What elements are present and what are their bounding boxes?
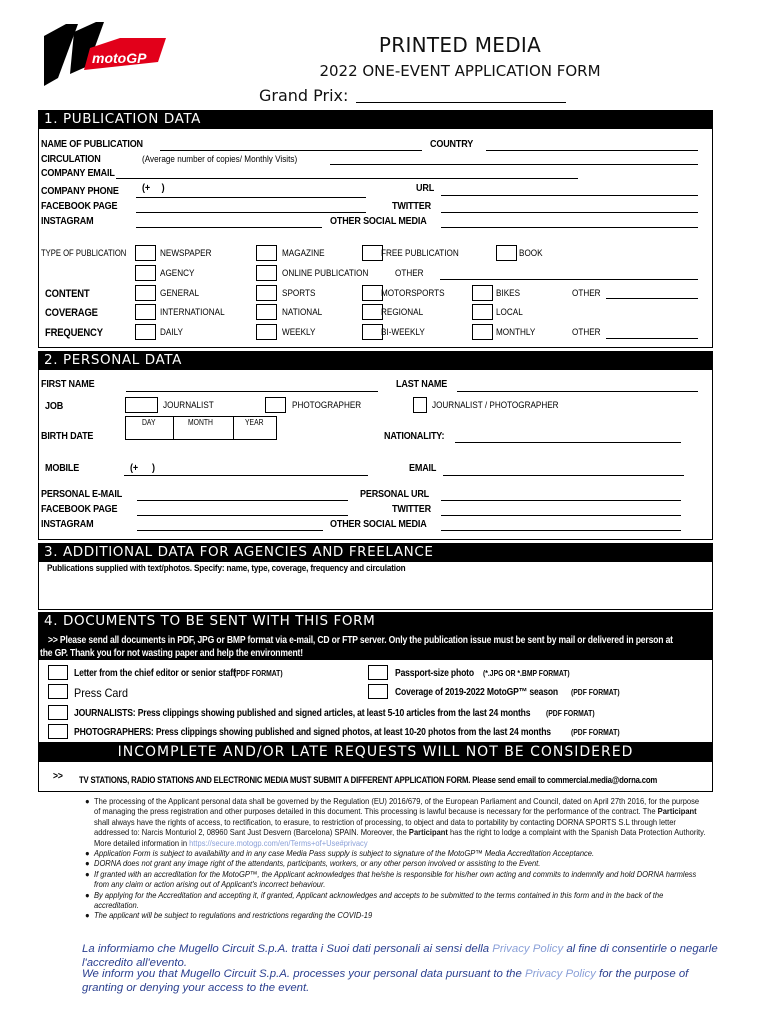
regional-checkbox[interactable] — [362, 304, 383, 320]
mobile-label: MOBILE — [45, 462, 80, 474]
journalist-checkbox[interactable] — [125, 397, 158, 413]
biweekly-label: BI-WEEKLY — [381, 327, 425, 338]
bullet: ● — [85, 848, 90, 859]
content-other-input[interactable] — [606, 298, 698, 299]
birth-year-box[interactable] — [233, 416, 277, 440]
press-card-label: Press Card — [74, 686, 129, 700]
page-subtitle: 2022 ONE-EVENT APPLICATION FORM — [319, 62, 601, 80]
italian-text-a: La informiamo che Mugello Circuit S.p.A. tratta i Suoi dati personali ai sensi della — [82, 943, 493, 955]
name-of-publication-label: NAME OF PUBLICATION — [41, 138, 143, 150]
grand-prix-label: Grand Prix: — [259, 86, 349, 105]
section-3-header: 3. ADDITIONAL DATA FOR AGENCIES AND FREELANCE — [38, 543, 713, 562]
local-label: LOCAL — [496, 307, 523, 318]
twitter-label: TWITTER — [392, 200, 431, 212]
bullet: ● — [85, 796, 90, 806]
privacy-text-2: Application Form is subject to availability and in any case Media Pass supply is subject to signature of the MotoGP™ Media Accreditation Acceptance. — [94, 848, 595, 859]
magazine-checkbox[interactable] — [256, 245, 277, 261]
mobile-prefix: (+ ) — [130, 462, 155, 474]
newspaper-label: NEWSPAPER — [160, 248, 212, 259]
twitter-input[interactable] — [441, 212, 698, 213]
type-of-publication-label: TYPE OF PUBLICATION — [41, 248, 127, 258]
english-privacy-link[interactable]: Privacy Policy — [524, 968, 596, 980]
daily-label: DAILY — [160, 327, 183, 338]
last-name-input[interactable] — [457, 391, 698, 392]
free-publication-checkbox[interactable] — [362, 245, 383, 261]
birth-month-box[interactable] — [173, 416, 234, 440]
sports-checkbox[interactable] — [256, 285, 277, 301]
type-other-input[interactable] — [440, 279, 698, 280]
book-label: BOOK — [519, 248, 543, 259]
privacy-text-1a: The processing of the Applicant personal data shall be governed by the Regulation (EU) 2016/679, of the European Parliament and Council, dated on April 27th 2016, for the purpose of managing the press registration and other purposes detailed in this document. This processing is lawful because is necessary for the performance of the contract. The — [94, 796, 700, 817]
content-label: CONTENT — [45, 288, 90, 300]
page-title: PRINTED MEDIA — [378, 33, 542, 57]
bullet: ● — [85, 858, 90, 869]
motorsports-label: MOTORSPORTS — [381, 288, 445, 299]
logo-tm: ™ — [158, 38, 165, 45]
privacy-item-5 — [85, 890, 706, 911]
circulation-note: (Average number of copies/ Monthly Visits) — [142, 154, 298, 165]
privacy-item-2 — [85, 848, 706, 858]
free-publication-label: FREE PUBLICATION — [381, 248, 459, 259]
privacy-item-3 — [85, 858, 706, 868]
motorsports-checkbox[interactable] — [362, 285, 383, 301]
frequency-other-label: OTHER — [572, 327, 601, 338]
agency-label: AGENCY — [160, 268, 195, 279]
journalists-format: (PDF FORMAT) — [546, 709, 595, 718]
coverage-label: COVERAGE — [45, 307, 98, 319]
privacy-item-1 — [85, 796, 706, 848]
bikes-label: BIKES — [496, 288, 521, 299]
privacy-item-4 — [85, 869, 706, 890]
book-checkbox[interactable] — [496, 245, 517, 261]
nationality-input[interactable] — [455, 442, 681, 443]
personal-other-social-label: OTHER SOCIAL MEDIA — [330, 518, 427, 530]
country-input[interactable] — [486, 150, 698, 151]
privacy-text-6: The applicant will be subject to regulations and restrictions regarding the COVID-19 — [94, 910, 373, 921]
circulation-input[interactable] — [330, 164, 698, 165]
letter-checkbox[interactable] — [48, 665, 68, 680]
url-input[interactable] — [441, 195, 698, 196]
company-email-input[interactable] — [116, 178, 578, 179]
logo-text: motoGP — [92, 50, 147, 66]
instructions-line-2: the GP. Thank you for not wasting paper and help the environment! — [40, 648, 303, 659]
weekly-label: WEEKLY — [282, 327, 316, 338]
tv-note-arrows: >> — [53, 771, 63, 782]
personal-email-label: PERSONAL E-MAIL — [41, 488, 123, 500]
section-2-header: 2. PERSONAL DATA — [38, 351, 713, 370]
italian-text-b: al fine di consentirle o negarle l'accredito all'evento. — [82, 943, 718, 969]
sports-label: SPORTS — [282, 288, 316, 299]
national-label: NATIONAL — [282, 307, 323, 318]
english-text-a: We inform you that Mugello Circuit S.p.A. processes your personal data pursuant to the — [82, 968, 525, 980]
privacy-link[interactable]: https://secure.motogp.com/en/Terms+of+Use#privacy — [189, 837, 368, 848]
journalists-label: JOURNALISTS: Press clippings showing published and signed articles, at least 5-10 articles from the last 24 months — [74, 708, 531, 719]
press-card-checkbox[interactable] — [48, 684, 68, 699]
instructions-line-1: >> Please send all documents in PDF, JPG or BMP format via e-mail, CD or FTP server. Only the publication issue must be sent by mail or delivered in person at — [48, 635, 673, 646]
personal-twitter-input[interactable] — [441, 515, 681, 516]
section-1-header: 1. PUBLICATION DATA — [38, 110, 713, 129]
bullet: ● — [85, 889, 90, 900]
daily-checkbox[interactable] — [135, 324, 156, 340]
journalists-checkbox[interactable] — [48, 705, 68, 720]
section-3-frame[interactable] — [38, 562, 713, 610]
bikes-checkbox[interactable] — [472, 285, 493, 301]
participant-bold: Participant — [657, 806, 697, 817]
letter-format: (PDF FORMAT) — [234, 669, 283, 678]
weekly-checkbox[interactable] — [256, 324, 277, 340]
company-phone-input[interactable] — [136, 197, 366, 198]
online-publication-checkbox[interactable] — [256, 265, 277, 281]
international-label: INTERNATIONAL — [160, 307, 225, 318]
national-checkbox[interactable] — [256, 304, 277, 320]
english-text-b: for the purpose of granting or denying your access to the event. — [82, 968, 689, 994]
other-social-label: OTHER SOCIAL MEDIA — [330, 215, 427, 227]
italian-privacy-link[interactable]: Privacy Policy — [492, 943, 564, 955]
biweekly-checkbox[interactable] — [362, 324, 383, 340]
day-label: DAY — [142, 418, 156, 427]
coverage-doc-format: (PDF FORMAT) — [571, 688, 620, 697]
general-label: GENERAL — [160, 288, 199, 299]
personal-facebook-label: FACEBOOK PAGE — [41, 503, 118, 515]
country-label: COUNTRY — [430, 138, 474, 150]
photographer-checkbox[interactable] — [265, 397, 286, 413]
section-4-instructions — [38, 631, 713, 660]
regional-label: REGIONAL — [381, 307, 424, 318]
name-of-publication-input[interactable] — [160, 150, 422, 151]
section-3-note: Publications supplied with text/photos. Specify: name, type, coverage, frequency and circulation — [47, 563, 406, 574]
facebook-label: FACEBOOK PAGE — [41, 200, 118, 212]
job-label: JOB — [45, 400, 64, 412]
privacy-text-3: DORNA does not grant any image right of the attendants, participants, workers, or any other person involved or assisting to the Event. — [94, 858, 541, 869]
personal-other-social-input[interactable] — [441, 530, 681, 531]
warning-banner: INCOMPLETE AND/OR LATE REQUESTS WILL NOT BE CONSIDERED — [38, 743, 713, 762]
personal-instagram-label: INSTAGRAM — [41, 518, 94, 530]
type-other-label: OTHER — [395, 268, 424, 279]
passport-photo-format: (*.JPG OR *.BMP FORMAT) — [483, 669, 570, 678]
passport-photo-checkbox[interactable] — [368, 665, 388, 680]
phone-prefix: (+ ) — [142, 182, 165, 194]
coverage-doc-checkbox[interactable] — [368, 684, 388, 699]
personal-facebook-input[interactable] — [137, 515, 348, 516]
first-name-input[interactable] — [126, 391, 378, 392]
company-email-label: COMPANY EMAIL — [41, 167, 115, 179]
journalist-photographer-checkbox[interactable] — [413, 397, 427, 413]
nationality-label: NATIONALITY: — [384, 430, 445, 442]
coverage-doc-label: Coverage of 2019-2022 MotoGP™ season — [395, 687, 559, 698]
last-name-label: LAST NAME — [396, 378, 448, 390]
personal-email-input[interactable] — [137, 500, 348, 501]
birth-date-label: BIRTH DATE — [41, 430, 94, 442]
journalist-photographer-label: JOURNALIST / PHOTOGRAPHER — [432, 400, 559, 411]
magazine-label: MAGAZINE — [282, 248, 325, 259]
privacy-text-4: If granted with an accreditation for the MotoGP™, the Applicant acknowledges that he/she is responsible for his/her own acting and commits to indemnify and hold DORNA harmless from any claim or action arising out of Applicant's incorrect behaviour. — [94, 868, 697, 890]
mobile-input[interactable] — [124, 475, 368, 476]
tv-note-text: TV STATIONS, RADIO STATIONS AND ELECTRONIC MEDIA MUST SUBMIT A DIFFERENT APPLICATION FORM. Please send email to commercial.media@dorna.com — [79, 775, 658, 785]
participant-bold-2: Participant — [408, 827, 448, 838]
grand-prix-input[interactable] — [356, 102, 566, 103]
newspaper-checkbox[interactable] — [135, 245, 156, 261]
personal-url-input[interactable] — [441, 500, 681, 501]
instagram-label: INSTAGRAM — [41, 215, 94, 227]
email-label: EMAIL — [409, 462, 437, 474]
tv-note-frame — [38, 762, 713, 792]
personal-instagram-input[interactable] — [137, 530, 323, 531]
english-notice — [82, 968, 722, 995]
photographer-label: PHOTOGRAPHER — [292, 400, 362, 411]
personal-twitter-label: TWITTER — [392, 503, 431, 515]
local-checkbox[interactable] — [472, 304, 493, 320]
bullet: ● — [85, 910, 90, 921]
frequency-other-input[interactable] — [606, 338, 698, 339]
journalist-label: JOURNALIST — [163, 400, 214, 411]
company-phone-label: COMPANY PHONE — [41, 185, 119, 197]
circulation-label: CIRCULATION — [41, 153, 101, 165]
photographers-checkbox[interactable] — [48, 724, 68, 739]
bullet: ● — [85, 868, 90, 879]
email-input[interactable] — [443, 475, 684, 476]
italian-notice — [82, 943, 722, 970]
content-other-label: OTHER — [572, 288, 601, 299]
personal-url-label: PERSONAL URL — [360, 488, 430, 500]
photographers-format: (PDF FORMAT) — [571, 728, 620, 737]
monthly-label: MONTHLY — [496, 327, 536, 338]
passport-photo-label: Passport-size photo — [395, 668, 474, 679]
year-label: YEAR — [245, 418, 264, 427]
motogp-logo — [40, 22, 170, 88]
instagram-input[interactable] — [136, 227, 322, 228]
other-social-input[interactable] — [441, 227, 698, 228]
month-label: MONTH — [188, 418, 213, 427]
url-label: URL — [416, 182, 435, 194]
privacy-text-1c: has the right to lodge a complaint with the Spanish Data Protection Authority. More detailed information in — [94, 827, 706, 848]
privacy-text-1b: shall always have the rights of access, to rectification, to erasure, to restriction of processing, to object and data to portability by contacting DORNA SPORTS S.L through letter addressed to: Narcis Monturiol 2, 08960 Sant Just Desvern (Barcelona) SPAIN. Moreover, the — [94, 816, 676, 838]
first-name-label: FIRST NAME — [41, 378, 95, 390]
monthly-checkbox[interactable] — [472, 324, 493, 340]
privacy-item-6 — [85, 910, 706, 920]
frequency-label: FREQUENCY — [45, 327, 103, 339]
letter-label: Letter from the chief editor or senior staff — [74, 668, 236, 679]
privacy-text-5: By applying for the Accreditation and accepting it, if granted, Applicant acknowledges and accepts to be submitted to the terms contained in this form and in the back of the accreditation. — [94, 889, 664, 911]
facebook-input[interactable] — [136, 212, 366, 213]
birth-day-box[interactable] — [125, 416, 174, 440]
privacy-list — [85, 796, 770, 921]
agency-checkbox[interactable] — [135, 265, 156, 281]
section-4-header: 4. DOCUMENTS TO BE SENT WITH THIS FORM — [38, 612, 713, 631]
photographers-label: PHOTOGRAPHERS: Press clippings showing published and signed photos, at least 10-20 photos from the last 24 months — [74, 727, 551, 738]
general-checkbox[interactable] — [135, 285, 156, 301]
online-publication-label: ONLINE PUBLICATION — [282, 268, 369, 279]
international-checkbox[interactable] — [135, 304, 156, 320]
